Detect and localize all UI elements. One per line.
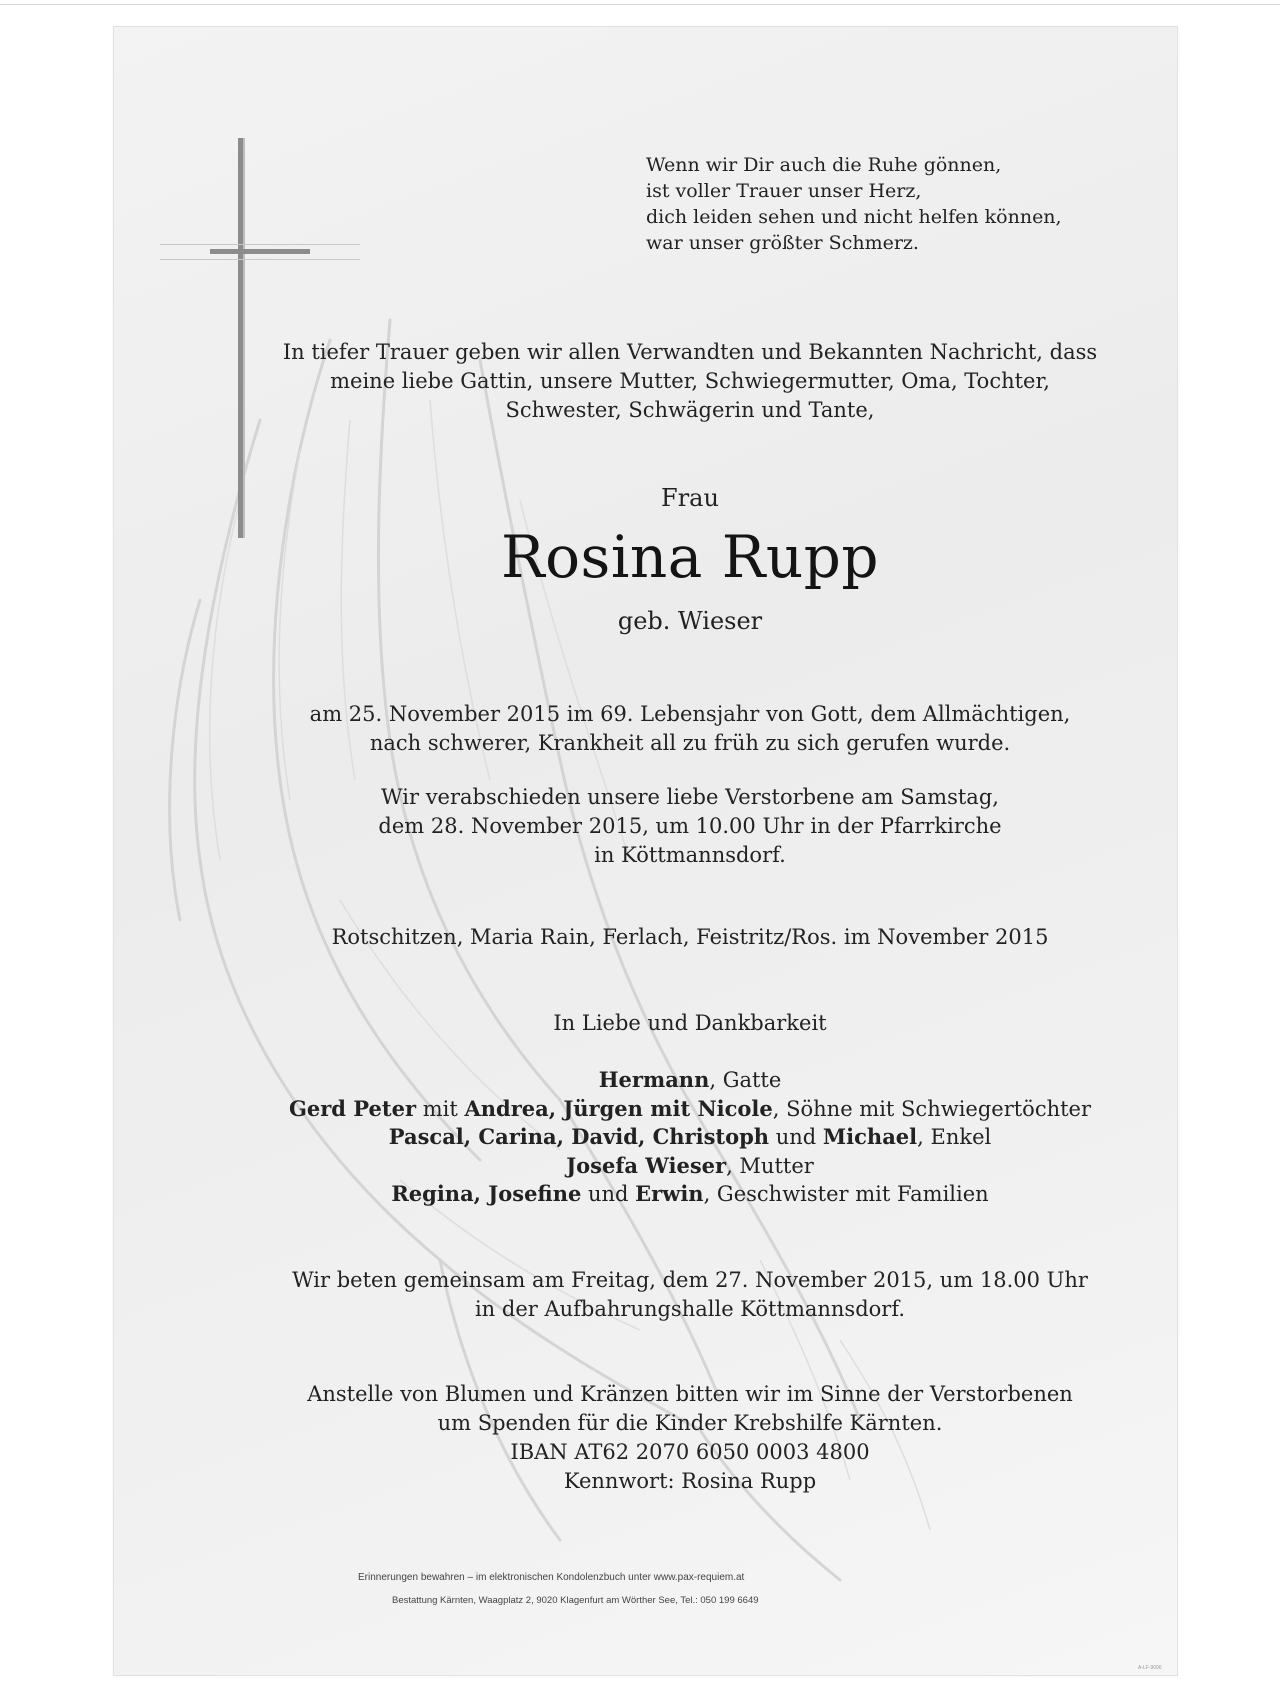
funeral-service: [250, 783, 1130, 870]
poem-line: ist voller Trauer unser Herz,: [646, 180, 922, 202]
intro-line: Schwester, Schwägerin und Tante,: [505, 398, 875, 422]
death-line: am 25. November 2015 im 69. Lebensjahr von Gott, dem Allmächtigen,: [309, 702, 1071, 726]
love-and-gratitude: In Liebe und Dankbarkeit: [553, 1011, 827, 1035]
family-row: Josefa Wieser, Mutter: [566, 1152, 814, 1178]
donation-line: Anstelle von Blumen und Kränzen bitten wir im Sinne der Verstorbenen: [307, 1382, 1073, 1406]
footer-condolence-link: Erinnerungen bewahren – im elektronischen Kondolenzbuch unter www.pax-requiem.at: [358, 1572, 745, 1583]
iban: IBAN AT62 2070 6050 0003 4800: [510, 1440, 870, 1464]
death-notice: [250, 700, 1130, 758]
poem-verse: [646, 152, 1066, 256]
service-line: dem 28. November 2015, um 10.00 Uhr in der Pfarrkirche: [378, 814, 1002, 838]
service-line: in Köttmannsdorf.: [594, 843, 786, 867]
service-line: Wir verabschieden unsere liebe Verstorbene am Samstag,: [381, 785, 999, 809]
donation-line: um Spenden für die Kinder Krebshilfe Kärnten.: [437, 1411, 943, 1435]
birth-name: geb. Wieser: [617, 607, 763, 635]
family-row: Gerd Peter mit Andrea, Jürgen mit Nicole, Söhne mit Schwiegertöchter: [288, 1095, 1092, 1121]
family-row: Hermann, Gatte: [598, 1067, 782, 1092]
prayer-line: Wir beten gemeinsam am Freitag, dem 27. November 2015, um 18.00 Uhr: [292, 1268, 1088, 1292]
prayer-notice: [250, 1266, 1130, 1324]
poem-line: dich leiden sehen und nicht helfen können,: [646, 206, 1062, 228]
family-list: [200, 1066, 1180, 1209]
family-row: Regina, Josefine und Erwin, Geschwister mit Familien: [391, 1181, 989, 1206]
intro-line: meine liebe Gattin, unsere Mutter, Schwiegermutter, Oma, Tochter,: [330, 369, 1050, 393]
top-border-line: [0, 4, 1280, 5]
death-line: nach schwerer, Krankheit all zu früh zu sich gerufen wurde.: [369, 731, 1011, 755]
footer-undertaker-address: Bestattung Kärnten, Waagplatz 2, 9020 Klagenfurt am Wörther See, Tel.: 050 199 6649: [392, 1595, 759, 1606]
intro-paragraph: [250, 338, 1130, 425]
family-row: Pascal, Carina, David, Christoph und Michael, Enkel: [388, 1124, 992, 1149]
deceased-name: Rosina Rupp: [500, 523, 880, 591]
print-code: A-LF-9096: [1138, 1665, 1162, 1671]
donation-keyword: Kennwort: Rosina Rupp: [563, 1469, 817, 1493]
intro-line: In tiefer Trauer geben wir allen Verwandten und Bekannten Nachricht, dass: [282, 340, 1098, 364]
donation-request: [250, 1380, 1130, 1496]
prayer-line: in der Aufbahrungshalle Köttmannsdorf.: [474, 1297, 906, 1321]
salutation: Frau: [661, 484, 719, 512]
places-and-date: Rotschitzen, Maria Rain, Ferlach, Feistritz/Ros. im November 2015: [331, 925, 1049, 949]
poem-line: war unser größter Schmerz.: [646, 232, 919, 254]
poem-line: Wenn wir Dir auch die Ruhe gönnen,: [646, 154, 1002, 176]
